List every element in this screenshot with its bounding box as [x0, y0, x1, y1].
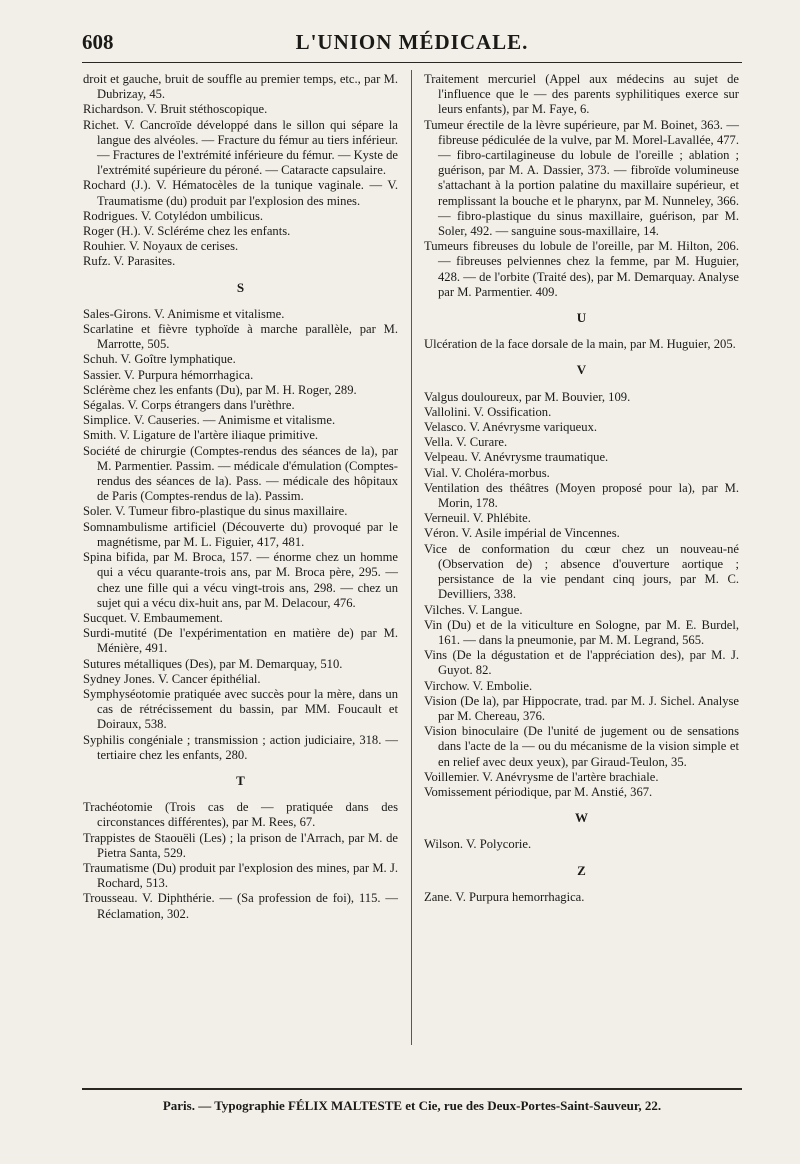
index-entry: Velasco. V. Anévrysme variqueux. — [424, 420, 598, 435]
index-entry: Virchow. V. Embolie. — [424, 678, 533, 693]
index-entry: Sclérème chez les enfants (Du), par M. H. Roger, 289. — [83, 382, 357, 397]
footer-rule — [82, 1088, 742, 1090]
index-entry: Vella. V. Curare. — [424, 435, 508, 450]
printer-imprint: Paris. — Typographie FÉLIX MALTESTE et Cie, rue des Deux-Portes-Saint-Sauveur, 22. — [162, 1098, 662, 1113]
running-title: L'UNION MÉDICALE. — [295, 30, 529, 54]
index-entry: Somnambulisme artificiel (Découverte du) provoqué par le magnétisme, par M. L. Figuier, 417, 481. — [83, 519, 398, 549]
column-divider — [411, 70, 412, 1045]
index-entry: Ventilation des théâtres (Moyen proposé pour la), par M. Morin, 178. — [424, 480, 739, 511]
index-entry: Richet. V. Cancroïde développé dans le sillon qui sépare la langue des alvéoles. — Fracture du fémur au tiers inférieur. — Fractures de l'extrémité inférieure du fémur. — Kyste de l'extrémité supérieure du péroné. — Cataracte capsulaire. — [83, 117, 398, 178]
page-number: 608 — [82, 30, 114, 54]
index-entry: Vins (De la dégustation et de l'appréciation des), par M. J. Guyot. 82. — [424, 648, 739, 678]
index-entry: Surdi-mutité (De l'expérimentation en matière de) par M. Ménière, 491. — [83, 626, 398, 656]
index-entry: Vision (De la), par Hippocrate, trad. par M. J. Sichel. Analyse par M. Chereau, 376. — [424, 693, 739, 723]
section-letter: V — [576, 362, 587, 378]
index-entry: Verneuil. V. Phlébite. — [424, 511, 531, 526]
index-entry: Traitement mercuriel (Appel aux médecins au sujet de l'influence que le — des parents syphilitiques exerce sur leurs enfants), par M. Faye, 6. — [424, 72, 739, 117]
index-entry: Tumeur érectile de la lèvre supérieure, par M. Boinet, 363. — fibreuse pédiculée de la vulve, par M. Morel-Lavallée, 477.— fibro-cartilagineuse du lobule de l'oreille ; ablation ; guérison, par M. A. Dassier, 373. — fibroïde volumineuse s'attachant à la portion palatine du maxillaire supérieur, et remplissant la bouche et le pharynx, par M. Nunneley, 366. — fibro-plastique du sinus maxillaire, guérison, par M. Soler, 492. — sanguine sous-maxillaire, 14. — [424, 117, 739, 239]
index-entry: Rodrigues. V. Cotylédon umbilicus. — [83, 208, 264, 223]
index-entry: Sydney Jones. V. Cancer épithélial. — [83, 671, 261, 686]
page-header — [82, 30, 742, 58]
index-entry: Spina bifida, par M. Broca, 157. — énorme chez un homme qui a vécu quarante-trois ans, par M. Broca père, 295. — chez une fille qui a vécu vingt-trois ans, 298. — chez un sujet qui a vécu dix-huit ans, par M. Delacour, 476. — [83, 550, 398, 610]
index-entry: Vilches. V. Langue. — [424, 602, 523, 617]
section-letter: T — [236, 772, 245, 788]
index-entry: Ulcération de la face dorsale de la main, par M. Huguier, 205. — [424, 337, 736, 352]
index-entry: Vial. V. Choléra-morbus. — [424, 465, 550, 480]
header-rule — [82, 62, 742, 63]
index-entry: Société de chirurgie (Comptes-rendus des séances de la), par M. Parmentier. Passim. — médicale d'émulation (Comptes-rendus des séances de la). Pass. — médicale des hôpitaux de Paris (Comptes-rendus de la). Passim. — [83, 443, 398, 504]
section-letter: Z — [577, 862, 586, 878]
index-entry: Vision binoculaire (De l'unité de jugement ou de sensations dans l'acte de la — ou du mécanisme de la vision simple et en relief avec deux yeux), par Giraud-Teulon, 35. — [424, 724, 739, 769]
section-letter: S — [236, 279, 245, 295]
index-entry: Zane. V. Purpura hemorrhagica. — [424, 889, 585, 904]
section-letter: W — [575, 810, 588, 826]
index-entry: Rufz. V. Parasites. — [83, 254, 176, 269]
index-entry: Vin (Du) et de la viticulture en Sologne, par M. E. Burdel, 161. — dans la pneumonie, par M. M. Legrand, 565. — [424, 617, 739, 647]
index-entry: Véron. V. Asile impérial de Vincennes. — [424, 526, 620, 541]
index-entry: Velpeau. V. Anévrysme traumatique. — [424, 450, 609, 465]
index-entry: Ségalas. V. Corps étrangers dans l'urèthre. — [83, 398, 295, 413]
index-entry: Vice de conformation du cœur chez un nouveau-né (Observation de) ; absence d'ouverture aortique ; persistance de la vie pendant cinq jours, par M. C. Devilliers, 338. — [424, 541, 739, 602]
index-entry: Voillemier. V. Anévrysme de l'artère brachiale. — [424, 769, 659, 784]
index-entry: Sassier. V. Purpura hémorrhagica. — [83, 367, 254, 382]
index-entry: Symphyséotomie pratiquée avec succès pour la mère, dans un cas de rétrécissement du bassin, par MM. Foucault et Doiraux, 538. — [83, 686, 398, 732]
index-entry: Sutures métalliques (Des), par M. Demarquay, 510. — [83, 656, 343, 671]
index-entry: Sales-Girons. V. Animisme et vitalisme. — [83, 306, 285, 321]
section-letter: U — [576, 310, 587, 326]
index-entry: Rouhier. V. Noyaux de cerises. — [83, 239, 239, 254]
index-entry: Traumatisme (Du) produit par l'explosion des mines, par M. J. Rochard, 513. — [83, 860, 398, 891]
index-entry: Schuh. V. Goître lymphatique. — [83, 352, 236, 367]
index-entry: Trachéotomie (Trois cas de — pratiquée dans des circonstances différentes), par M. Rees, 67. — [83, 800, 398, 830]
index-entry: Sucquet. V. Embaumement. — [83, 610, 223, 625]
index-entry: Vallolini. V. Ossification. — [424, 404, 552, 419]
index-entry: Richardson. V. Bruit stéthoscopique. — [83, 102, 268, 117]
index-entry: Soler. V. Tumeur fibro-plastique du sinus maxillaire. — [83, 504, 348, 519]
index-entry: Syphilis congéniale ; transmission ; action judiciaire, 318. — tertiaire chez les enfants, 280. — [83, 732, 398, 762]
index-entry: Tumeurs fibreuses du lobule de l'oreille, par M. Hilton, 206. — fibreuses pelviennes chez la femme, par M. Huguier, 428. — de l'orbite (Traité des), par M. Demarquay. Analyse par M. Parmentier. 409. — [424, 239, 739, 299]
right-column — [424, 72, 739, 905]
index-entry: Rochard (J.). V. Hématocèles de la tunique vaginale. — V. Traumatisme (du) produit par l'explosion des mines. — [83, 178, 398, 208]
left-column — [83, 72, 398, 922]
index-entry: Simplice. V. Causeries. — Animisme et vitalisme. — [83, 413, 336, 428]
index-entry: droit et gauche, bruit de souffle au premier temps, etc., par M. Dubrizay, 45. — [83, 72, 398, 102]
index-entry: Smith. V. Ligature de l'artère iliaque primitive. — [83, 428, 319, 443]
index-entry: Vomissement périodique, par M. Anstié, 367. — [424, 784, 653, 799]
index-entry: Scarlatine et fièvre typhoïde à marche parallèle, par M. Marrotte, 505. — [83, 322, 398, 352]
index-entry: Valgus douloureux, par M. Bouvier, 109. — [424, 389, 631, 404]
index-entry: Trappistes de Staouëli (Les) ; la prison de l'Arrach, par M. de Pietra Santa, 529. — [83, 830, 398, 860]
index-entry: Roger (H.). V. Scléréme chez les enfants. — [83, 224, 291, 239]
index-entry: Wilson. V. Polycorie. — [424, 837, 532, 852]
index-entry: Trousseau. V. Diphthérie. — (Sa profession de foi), 115. — Réclamation, 302. — [83, 891, 398, 921]
